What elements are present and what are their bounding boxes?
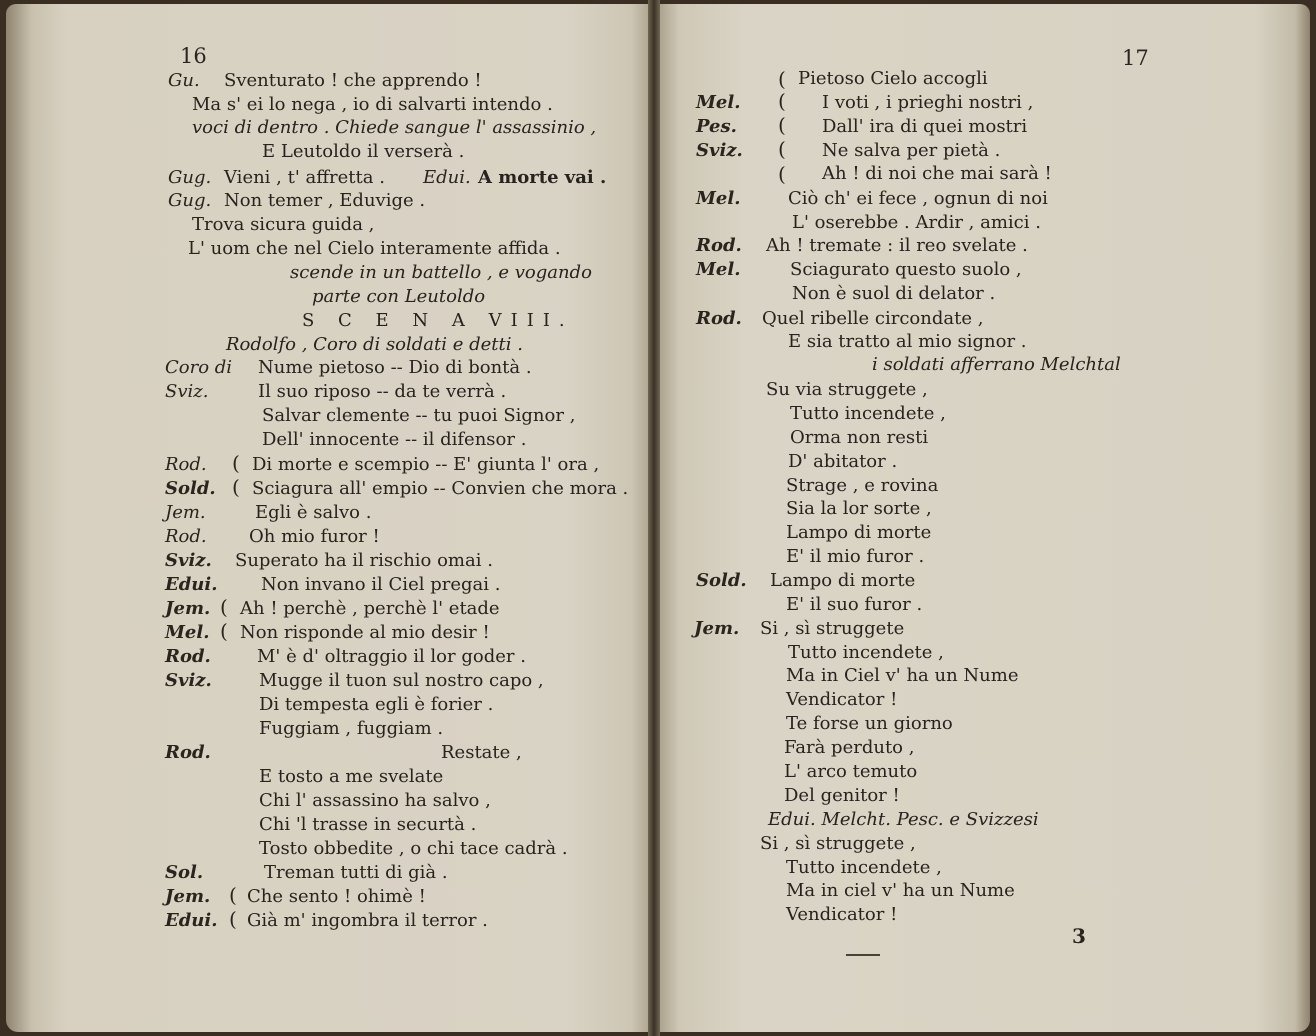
speaker-label: Rod. <box>165 454 207 475</box>
line-text: I voti , i prieghi nostri , <box>822 92 1034 113</box>
line-text: Che sento ! ohimè ! <box>247 886 426 907</box>
text-line: Farà perduto , <box>784 737 915 758</box>
text-line: Chi l' assassino ha salvo , <box>259 790 491 811</box>
scene-heading: S C E N A VIII. <box>302 310 574 331</box>
brace-mark: ( <box>232 475 240 499</box>
text-line: Chi 'l trasse in securtà . <box>259 814 477 835</box>
book-gutter <box>648 0 660 1036</box>
brace-mark: ( <box>778 67 786 91</box>
brace-mark: ( <box>778 89 786 113</box>
line-text: Ne salva per pietà . <box>822 140 1001 161</box>
line-text: Nume pietoso -- Dio di bontà . <box>258 357 532 378</box>
text-line: L' arco temuto <box>784 761 918 782</box>
speaker-label: Gu. <box>168 70 200 91</box>
line-text: Ah ! tremate : il reo svelate . <box>766 235 1028 256</box>
line-text: Sventurato ! che apprendo ! <box>224 70 482 91</box>
line-text: A morte vai . <box>478 167 607 188</box>
line-text: Già m' ingombra il terror . <box>247 910 488 931</box>
speaker-label: Jem. <box>694 618 740 639</box>
line-text: Treman tutti di già . <box>264 862 448 883</box>
speaker-label: Jem. <box>165 598 211 619</box>
speaker-label: Rod. <box>165 526 207 547</box>
speaker-label: Gug. <box>168 167 212 188</box>
text-line: Orma non resti <box>790 427 929 448</box>
stage-direction: Rodolfo , Coro di soldati e detti . <box>226 334 523 355</box>
line-text: Ciò ch' ei fece , ognun di noi <box>788 188 1048 209</box>
stage-direction: parte con Leutoldo <box>312 286 486 307</box>
text-line: Lampo di morte <box>786 522 932 543</box>
brace-mark: ( <box>229 907 237 931</box>
line-text: Dall' ira di quei mostri <box>822 116 1028 137</box>
speaker-label: Jem. <box>165 502 206 523</box>
brace-mark: ( <box>229 883 237 907</box>
brace-mark: ( <box>778 113 786 137</box>
text-line: Non è suol di delator . <box>792 283 996 304</box>
text-line: Vendicator ! <box>786 689 898 710</box>
text-line: E tosto a me svelate <box>259 766 444 787</box>
speaker-label: Sviz. <box>165 670 212 691</box>
speaker-label: Pes. <box>696 116 737 137</box>
brace-mark: ( <box>220 595 228 619</box>
text-line: Ma s' ei lo nega , io di salvarti intendo . <box>192 94 553 115</box>
text-line: Ma in ciel v' ha un Nume <box>786 880 1015 901</box>
brace-mark: ( <box>778 137 786 161</box>
text-line: Trova sicura guida , <box>192 214 375 235</box>
line-text: Il suo riposo -- da te verrà . <box>258 381 507 402</box>
line-text: Lampo di morte <box>770 570 916 591</box>
stage-direction: scende in un battello , e vogando <box>290 262 592 283</box>
speaker-label: Mel. <box>696 188 741 209</box>
line-text: Non risponde al mio desir ! <box>240 622 490 643</box>
text-line: Te forse un giorno <box>786 713 953 734</box>
text-line: Tutto incendete , <box>786 857 942 878</box>
text-line: Si , sì struggete , <box>760 833 916 854</box>
line-text: Non temer , Eduvige . <box>224 190 426 211</box>
text-line: L' oserebbe . Ardir , amici . <box>792 212 1041 233</box>
speaker-label: Mel. <box>696 92 741 113</box>
text-line: Dell' innocente -- il difensor . <box>262 429 527 450</box>
speaker-label: Edui. <box>165 910 218 931</box>
line-text: Superato ha il rischio omai . <box>235 550 493 571</box>
text-line: E Leutoldo il verserà . <box>262 141 465 162</box>
speaker-label: Rod. <box>165 742 211 763</box>
text-line: D' abitator . <box>788 451 898 472</box>
speaker-label: Sol. <box>165 862 204 883</box>
text-line: Sia la lor sorte , <box>786 498 932 519</box>
line-text: Restate , <box>441 742 522 763</box>
line-text: Sciagura all' empio -- Convien che mora . <box>252 478 629 499</box>
speaker-label: Sold. <box>696 570 747 591</box>
speaker-label: Coro di <box>165 357 233 378</box>
brace-mark: ( <box>220 619 228 643</box>
line-text: Sciagurato questo suolo , <box>790 259 1022 280</box>
signature-mark: 3 <box>1072 924 1086 948</box>
speaker-label: Sviz. <box>165 550 212 571</box>
text-line: Vendicator ! <box>786 904 898 925</box>
text-line: E sia tratto al mio signor . <box>788 331 1027 352</box>
speaker-label: Rod. <box>696 235 742 256</box>
brace-mark: ( <box>778 162 786 186</box>
stage-direction: i soldati afferrano Melchtal <box>872 354 1121 375</box>
speaker-label: Rod. <box>696 308 742 329</box>
page-number-right: 17 <box>1122 46 1149 70</box>
text-line: Del genitor ! <box>784 785 900 806</box>
text-line: E' il mio furor . <box>786 546 925 567</box>
text-line: Ah ! di noi che mai sarà ! <box>822 163 1052 184</box>
speaker-label: Edui. <box>423 167 471 188</box>
text-line: Di tempesta egli è forier . <box>259 694 494 715</box>
speaker-label: Mel. <box>165 622 210 643</box>
stage-direction: Edui. Melcht. Pesc. e Svizzesi <box>768 809 1039 830</box>
line-text: Oh mio furor ! <box>249 526 380 547</box>
text-line: L' uom che nel Cielo interamente affida . <box>188 238 561 259</box>
line-text: Si , sì struggete <box>760 618 905 639</box>
line-text: Quel ribelle circondate , <box>762 308 984 329</box>
stage-direction: voci di dentro . Chiede sangue l' assassinio , <box>192 117 597 138</box>
brace-mark: ( <box>232 451 240 475</box>
text-line: Ma in Ciel v' ha un Nume <box>786 665 1019 686</box>
text-line: Tutto incendete , <box>790 403 946 424</box>
page-number-left: 16 <box>180 44 207 68</box>
line-text: Ah ! perchè , perchè l' etade <box>240 598 500 619</box>
speaker-label: Sviz. <box>696 140 743 161</box>
text-line: Salvar clemente -- tu puoi Signor , <box>262 405 576 426</box>
speaker-label: Jem. <box>165 886 211 907</box>
line-text: M' è d' oltraggio il lor goder . <box>257 646 526 667</box>
text-line: E' il suo furor . <box>786 594 923 615</box>
text-line: Pietoso Cielo accogli <box>798 68 988 89</box>
text-line: Su via struggete , <box>766 379 928 400</box>
speaker-label: Sviz. <box>165 381 209 402</box>
line-text: Vieni , t' affretta . <box>224 167 385 188</box>
text-line: Strage , e rovina <box>786 475 939 496</box>
page-end-rule <box>846 954 880 956</box>
line-text: Mugge il tuon sul nostro capo , <box>259 670 544 691</box>
text-line: Fuggiam , fuggiam . <box>259 718 444 739</box>
text-line: Tosto obbedite , o chi tace cadrà . <box>259 838 568 859</box>
line-text: Di morte e scempio -- E' giunta l' ora , <box>252 454 600 475</box>
speaker-label: Gug. <box>168 190 212 211</box>
speaker-label: Mel. <box>696 259 741 280</box>
line-text: Egli è salvo . <box>255 502 372 523</box>
speaker-label: Sold. <box>165 478 216 499</box>
speaker-label: Edui. <box>165 574 218 595</box>
text-line: Tutto incendete , <box>788 642 944 663</box>
line-text: Non invano il Ciel pregai . <box>261 574 501 595</box>
speaker-label: Rod. <box>165 646 211 667</box>
